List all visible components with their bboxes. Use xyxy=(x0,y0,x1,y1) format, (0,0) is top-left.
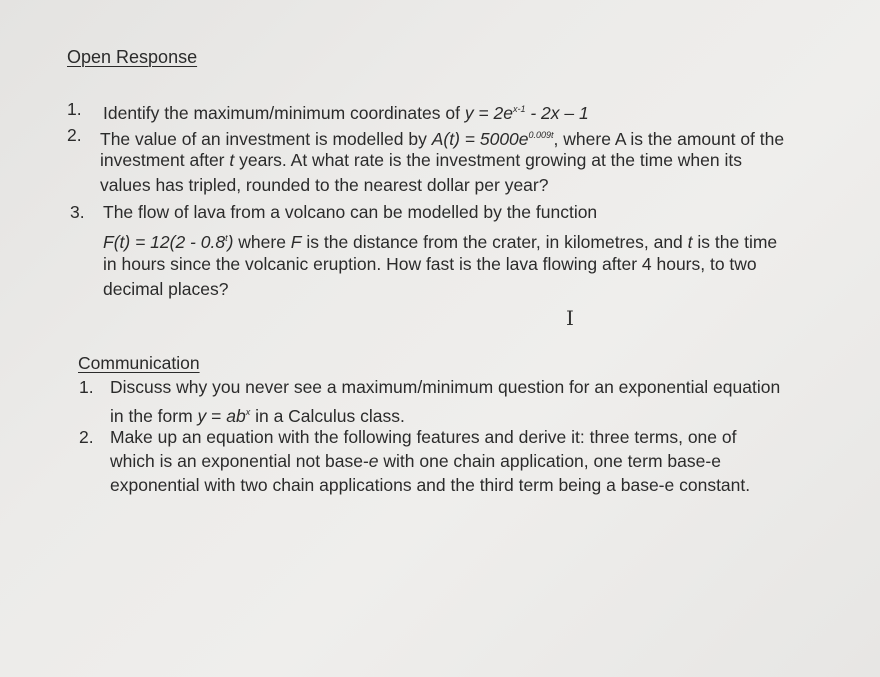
item-number: 2. xyxy=(67,125,82,145)
item-text-line-2: F(t) = 12(2 - 0.8$^t$) where F is the distance from the crater, in kilometres, and t is the time xyxy=(103,232,778,252)
item-text-line-4: decimal places? xyxy=(103,279,229,299)
communication-heading: Communication xyxy=(78,353,200,373)
item-text-line-1: Discuss why you never see a maximum/minimum question for an exponential equation xyxy=(110,377,781,397)
item-number: 3. xyxy=(70,202,85,222)
item-text: Identify the maximum/minimum coordinates of $y = 2e^{x-1} - 2x - 1$ xyxy=(103,103,589,123)
item-text-line-1: The value of an investment is modelled by $A(t) = 5000e^{0.009t}$, where A is the amount of the xyxy=(100,129,785,149)
item-text-line-2: investment after t years. At what rate is the investment growing at the time when its xyxy=(100,150,742,170)
item-text-line-1: The flow of lava from a volcano can be modelled by the function xyxy=(103,202,598,222)
item-text-line-3: exponential with two chain applications and the third term being a base-e constant. xyxy=(110,475,751,495)
item-text-line-3: in hours since the volcanic eruption. How fast is the lava flowing after 4 hours, to two xyxy=(103,254,757,274)
open-response-heading: Open Response xyxy=(67,47,198,67)
item-text-line-2: in the form $y = ab^x$ in a Calculus class. xyxy=(110,406,405,426)
text-cursor-icon: I xyxy=(566,306,574,330)
item-text-line-1: Make up an equation with the following features and derive it: three terms, one of xyxy=(110,427,737,447)
item-number: 1. xyxy=(79,377,94,397)
item-text-line-2: which is an exponential not base-e with one chain application, one term base-e xyxy=(110,451,721,471)
item-number: 1. xyxy=(67,99,82,119)
item-number: 2. xyxy=(79,427,94,447)
item-text-line-3: values has tripled, rounded to the nearest dollar per year? xyxy=(100,175,549,195)
